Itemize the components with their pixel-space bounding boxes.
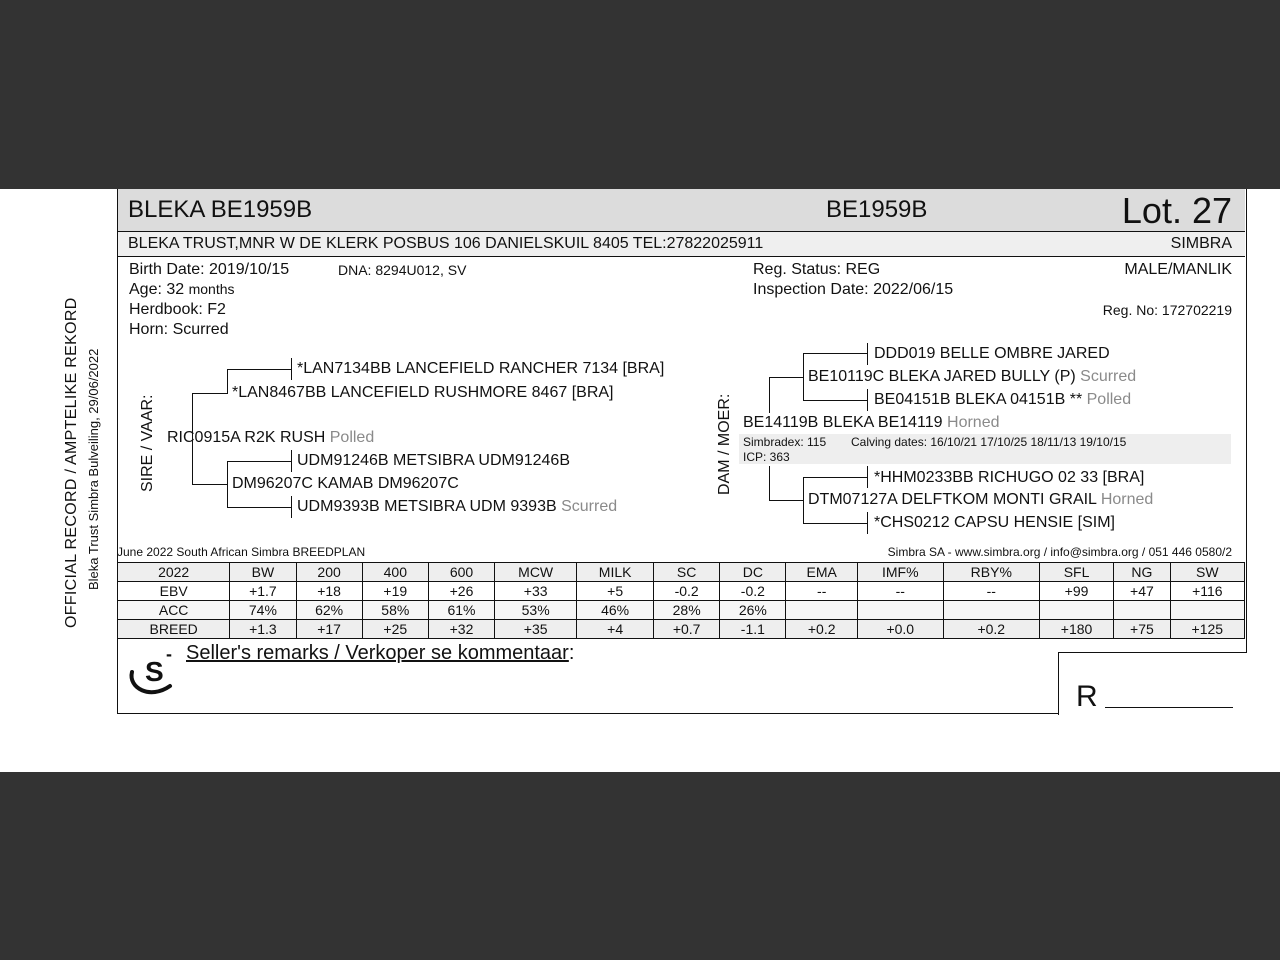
dam-label: DAM / MOER:	[716, 393, 733, 495]
table-cell: +47	[1114, 582, 1170, 601]
table-row-breed	[118, 620, 1245, 639]
table-cell: +0.2	[943, 620, 1039, 639]
table-cell: +99	[1039, 582, 1113, 601]
table-cell: +17	[296, 620, 362, 639]
table-cell	[943, 601, 1039, 620]
table-cell: +5	[577, 582, 654, 601]
table-cell: +35	[495, 620, 577, 639]
sire-sire-sire: *LAN7134BB LANCEFIELD RANCHER 7134 [BRA]	[297, 360, 665, 377]
icp: ICP: 363	[743, 450, 790, 464]
table-cell: -0.2	[720, 582, 786, 601]
sex: MALE/MANLIK	[1124, 261, 1232, 278]
table-cell: +0.7	[654, 620, 720, 639]
table-header-cell: NG	[1114, 563, 1170, 582]
table-row-ebv	[118, 582, 1245, 601]
owner-details: BLEKA TRUST,MNR W DE KLERK POSBUS 106 DANIELSKUIL 8405 TEL:27822025911	[128, 235, 764, 252]
table-cell: 61%	[428, 601, 494, 620]
table-cell: +19	[362, 582, 428, 601]
herdbook: Herdbook: F2	[129, 301, 226, 318]
table-cell: ACC	[118, 601, 230, 620]
breedplan-source: June 2022 South African Simbra BREEDPLAN	[117, 545, 366, 559]
table-header-row	[118, 563, 1245, 582]
table-cell: +1.3	[230, 620, 296, 639]
table-cell	[1114, 601, 1170, 620]
table-cell: 46%	[577, 601, 654, 620]
age: Age: 32 months	[129, 281, 235, 298]
table-cell: 74%	[230, 601, 296, 620]
breedplan-contact: Simbra SA - www.simbra.org / info@simbra.org / 051 446 0580/2	[887, 545, 1232, 559]
table-cell: +18	[296, 582, 362, 601]
table-cell: +125	[1170, 620, 1244, 639]
table-header-cell: 600	[428, 563, 494, 582]
table-cell	[786, 601, 857, 620]
table-row-acc	[118, 601, 1245, 620]
table-cell: 28%	[654, 601, 720, 620]
table-cell: 62%	[296, 601, 362, 620]
table-cell	[857, 601, 943, 620]
price-prefix: R	[1076, 680, 1098, 713]
table-cell: +0.0	[857, 620, 943, 639]
dam-dam: DTM07127A DELFTKOM MONTI GRAIL Horned	[808, 491, 1154, 508]
price-input-line[interactable]	[1105, 707, 1233, 708]
sire-dam: DM96207C KAMAB DM96207C	[232, 475, 459, 492]
table-header-cell: SW	[1170, 563, 1244, 582]
horn-status: Horn: Scurred	[129, 321, 229, 338]
table-cell: -0.2	[654, 582, 720, 601]
logo-letter: S	[145, 656, 164, 687]
table-header-cell: IMF%	[857, 563, 943, 582]
table-cell: --	[943, 582, 1039, 601]
birth-date: Birth Date: 2019/10/15	[129, 261, 290, 278]
sire-name: RIC0915A R2K RUSH Polled	[167, 429, 375, 446]
official-record-label: OFFICIAL RECORD / AMPTELIKE REKORD	[63, 297, 80, 628]
sire-dam-sire: UDM91246B METSIBRA UDM91246B	[297, 452, 570, 469]
dam-sire-sire: DDD019 BELLE OMBRE JARED	[874, 345, 1110, 362]
animal-name: BLEKA BE1959B	[128, 196, 313, 223]
table-cell: --	[857, 582, 943, 601]
dam-dam-dam: *CHS0212 CAPSU HENSIE [SIM]	[874, 514, 1115, 531]
table-cell: -1.1	[720, 620, 786, 639]
table-cell: +1.7	[230, 582, 296, 601]
table-cell: +25	[362, 620, 428, 639]
dam-bracket	[769, 377, 770, 413]
table-cell: +180	[1039, 620, 1113, 639]
table-header-cell: EMA	[786, 563, 857, 582]
table-header-cell: 400	[362, 563, 428, 582]
table-cell: +32	[428, 620, 494, 639]
table-header-cell: RBY%	[943, 563, 1039, 582]
ebv-table	[117, 562, 1245, 639]
sire-label: SIRE / VAAR:	[139, 394, 156, 492]
dam-name: BE14119B BLEKA BE14119 Horned	[743, 414, 1000, 431]
table-cell: 53%	[495, 601, 577, 620]
animal-id: BE1959B	[826, 196, 928, 223]
table-header-cell: BW	[230, 563, 296, 582]
reg-number: Reg. No: 172702219	[1102, 302, 1232, 318]
table-header-cell: SC	[654, 563, 720, 582]
table-header-cell: DC	[720, 563, 786, 582]
table-header-cell: MILK	[577, 563, 654, 582]
table-cell	[1170, 601, 1244, 620]
sale-label: Bleka Trust Simbra Bulveiling, 29/06/2022	[86, 348, 101, 590]
table-cell: +4	[577, 620, 654, 639]
table-cell: BREED	[118, 620, 230, 639]
table-cell: +75	[1114, 620, 1170, 639]
table-header-cell: SFL	[1039, 563, 1113, 582]
reg-status: Reg. Status: REG	[753, 261, 881, 278]
table-cell: EBV	[118, 582, 230, 601]
seller-remarks-label: Seller's remarks / Verkoper se kommentaar:	[186, 642, 575, 664]
table-cell: +116	[1170, 582, 1244, 601]
dam-sire-dam: BE04151B BLEKA 04151B ** Polled	[874, 391, 1132, 408]
table-cell	[1039, 601, 1113, 620]
table-cell: +0.2	[786, 620, 857, 639]
table-header-cell: 200	[296, 563, 362, 582]
table-cell: +26	[428, 582, 494, 601]
breed-label: SIMBRA	[1170, 235, 1232, 252]
logo-mark: -	[166, 648, 172, 664]
table-header-cell: 2022	[118, 563, 230, 582]
calving-dates: Calving dates: 16/10/21 17/10/25 18/11/13 19/10/15	[851, 435, 1127, 449]
table-cell: 58%	[362, 601, 428, 620]
simbra-logo-icon	[126, 648, 178, 700]
inspection-date: Inspection Date: 2022/06/15	[753, 281, 954, 298]
table-cell: 26%	[720, 601, 786, 620]
lot-number: Lot. 27	[1121, 190, 1232, 231]
dna: DNA: 8294U012, SV	[338, 262, 467, 278]
sire-sire: *LAN8467BB LANCEFIELD RUSHMORE 8467 [BRA]	[232, 384, 614, 401]
simbradex: Simbradex: 115	[743, 435, 827, 449]
sire-dam-dam: UDM9393B METSIBRA UDM 9393B Scurred	[297, 498, 618, 515]
dam-sire: BE10119C BLEKA JARED BULLY (P) Scurred	[808, 368, 1137, 385]
table-cell: +33	[495, 582, 577, 601]
table-cell: --	[786, 582, 857, 601]
table-header-cell: MCW	[495, 563, 577, 582]
dam-dam-sire: *HHM0233BB RICHUGO 02 33 [BRA]	[874, 469, 1145, 486]
